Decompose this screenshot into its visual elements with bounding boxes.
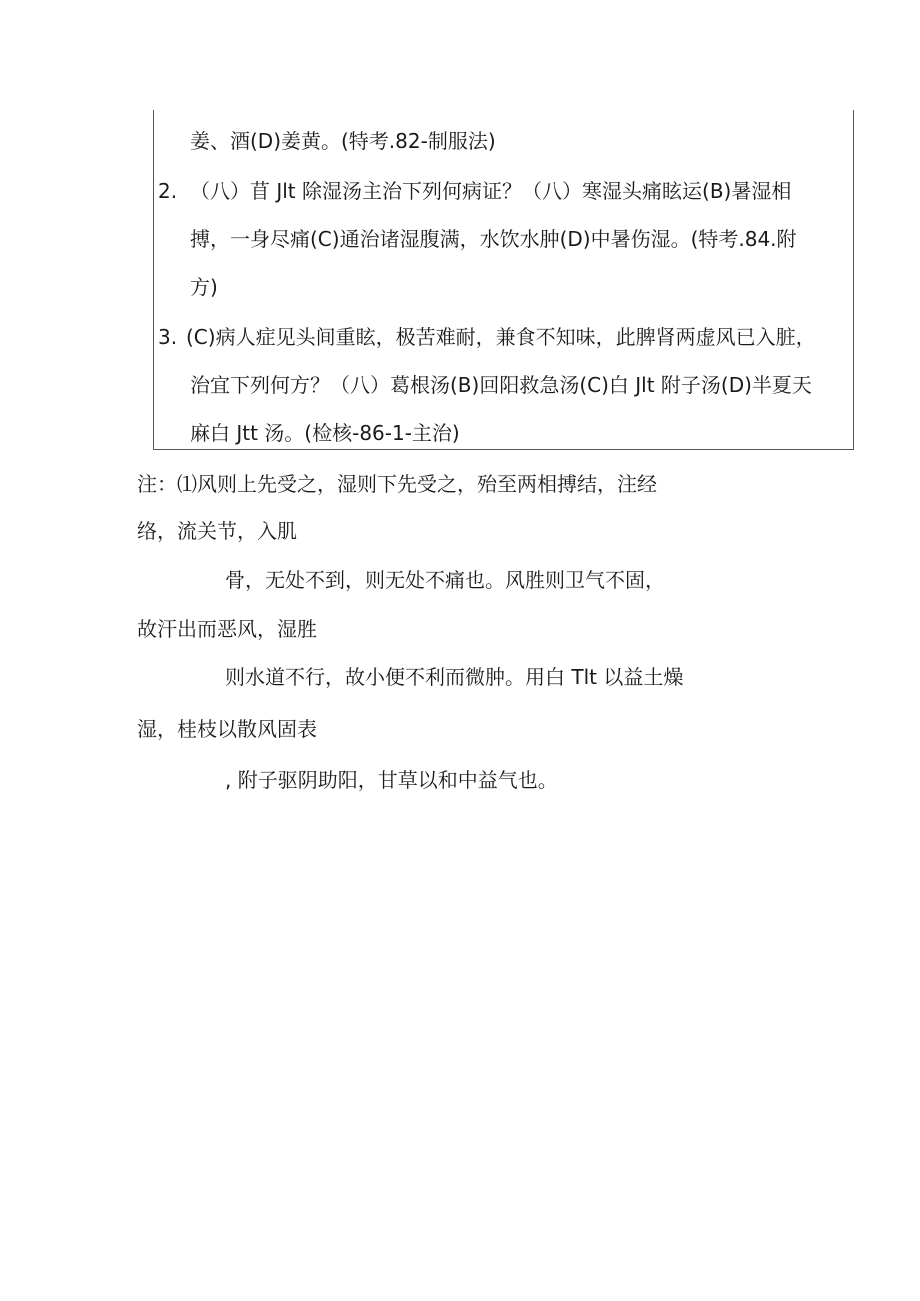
question-box [153,110,854,450]
question-2-number: 2. [158,179,178,203]
question-3-number: 3. [158,325,178,349]
question-3-line-3: 麻白 Jtt 汤。(检核-86-1-主治) [190,421,460,445]
note-line-4: 故汗出而恶风，湿胜 [137,617,317,641]
note-line-6: 湿，桂枝以散风固表 [137,717,317,741]
question-3-line-2: 治宜下列何方？（八）葛根汤(B)回阳救急汤(C)白 Jlt 附子汤(D)半夏天 [190,373,812,397]
question-2-line-3: 方) [190,275,218,299]
note-line-7: , 附子驱阴助阳，甘草以和中益气也。 [225,768,558,792]
note-line-5: 则水道不行，故小便不利而微肿。用白 Tlt 以益土燥 [225,665,684,689]
question-2-line-1: （八）苜 Jlt 除湿汤主治下列何病证？（八）寒湿头痛眩运(B)暑湿相 [190,179,792,203]
note-line-2: 络，流关节，入肌 [137,519,297,543]
note-line-3: 骨，无处不到，则无处不痛也。风胜则卫气不固， [225,568,665,592]
question-2-line-2: 搏，一身尽痛(C)通治诸湿腹满，水饮水肿(D)中暑伤湿。(特考.84.附 [190,227,797,251]
note-line-1: 注：⑴风则上先受之，湿则下先受之，殆至两相搏结，注经 [137,472,657,496]
question-1-line-1: 姜、酒(D)姜黄。(特考.82-制服法) [190,129,496,153]
question-3-line-1: (C)病人症见头间重眩，极苦难耐，兼食不知味，此脾肾两虚风已入脏， [186,325,816,349]
